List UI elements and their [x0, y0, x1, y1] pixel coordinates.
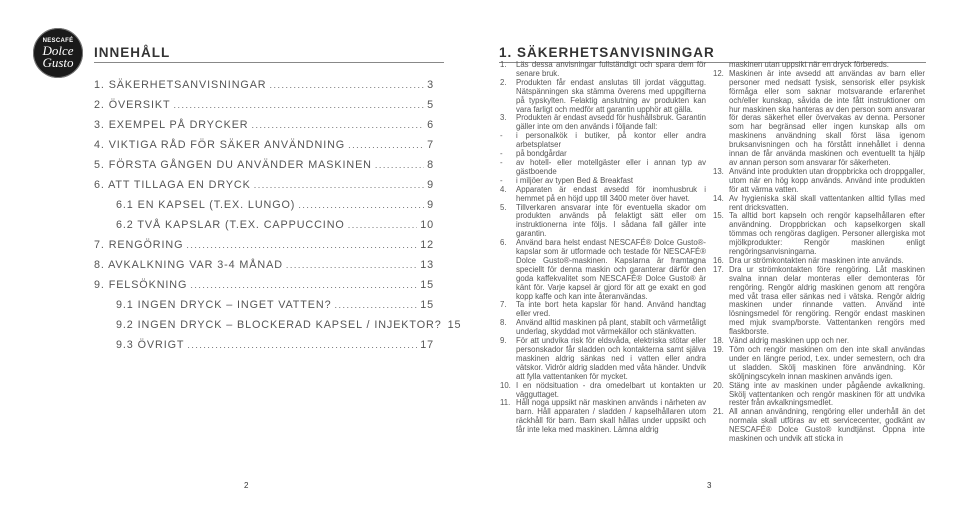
instruction-number: 17.: [713, 264, 724, 274]
instruction-item: [713, 408, 925, 444]
toc-entry[interactable]: [94, 199, 434, 219]
toc-leader-dots: [286, 260, 417, 270]
logo-line-1: NESCAFÉ: [42, 37, 74, 44]
instruction-number: 10.: [500, 380, 511, 390]
toc-entry-page: 15: [420, 279, 434, 291]
toc-entry-page: 3: [427, 79, 434, 91]
instruction-text: Produkten är endast avsedd för hushållsbruk. Garantin gäller inte om den används i följande fall:: [516, 113, 706, 132]
toc-leader-dots: [270, 80, 425, 90]
toc-entry-label: 6.1 EN KAPSEL (T.EX. LUNGO): [116, 199, 296, 211]
instruction-text: Tillverkaren ansvarar inte för eventuella skador om produkten används på felaktigt sätt eller om instruktionerna inte följs. I sådana fall gäller inte garantin.: [516, 202, 706, 239]
page-number-right: 3: [707, 481, 712, 490]
instruction-number: 12.: [713, 68, 724, 78]
instruction-number: 4.: [500, 184, 507, 194]
toc-entry[interactable]: [94, 259, 434, 279]
toc-entry-page: 12: [420, 239, 434, 251]
instruction-number: 19.: [713, 345, 724, 354]
toc-entry[interactable]: [94, 139, 434, 159]
instruction-item: [500, 319, 706, 337]
instruction-text: Läs dessa anvisningar fullständigt och spara dem för senare bruk.: [516, 60, 706, 78]
instruction-text: Stäng inte av maskinen under pågående avkalkning. Skölj vattentanken och rengör maskinen för att undvika rester från avkalkningsmedlet.: [729, 380, 925, 408]
logo-line-3: Gusto: [42, 54, 74, 70]
toc-entry-label: 9.2 INGEN DRYCK – BLOCKERAD KAPSEL / INJEKTOR?: [116, 319, 442, 331]
toc-entry-label: 5. FÖRSTA GÅNGEN DU ANVÄNDER MASKINEN: [94, 159, 372, 171]
toc-entry-label: 6.2 TVÅ KAPSLAR (T.EX. CAPPUCCINO: [116, 219, 345, 231]
toc-entry-label: 8. AVKALKNING VAR 3-4 MÅNAD: [94, 259, 283, 271]
instruction-text: i miljöer av typen Bed & Breakfast: [516, 175, 634, 185]
instruction-item: [500, 114, 706, 132]
toc-entry-label: 2. ÖVERSIKT: [94, 99, 171, 111]
instruction-number: 11.: [500, 398, 511, 408]
toc-leader-dots: [187, 340, 417, 350]
text-column-2: [713, 61, 925, 444]
instruction-number: 16.: [713, 255, 724, 265]
instruction-number: 9.: [500, 336, 507, 346]
instruction-item: [713, 168, 925, 195]
toc-entry-label: 6. ATT TILLAGA EN DRYCK: [94, 179, 251, 191]
instruction-text: Håll noga uppsikt när maskinen används i närheten av barn. Håll apparaten / sladden / kapselhållaren utom räckhåll för barn. Barn skall hållas under uppsikt och får inte leka med maskinen. Lämna aldrig: [516, 398, 706, 435]
instruction-text: av hotell- eller motellgäster eller i annan typ av gästboende: [516, 157, 706, 176]
instruction-item: [713, 212, 925, 257]
instruction-number: 14.: [713, 193, 724, 203]
instruction-number: 3.: [500, 113, 507, 123]
instruction-number: 5.: [500, 202, 507, 212]
instruction-item: [500, 159, 706, 177]
toc-entry[interactable]: [94, 99, 434, 119]
instruction-item: [500, 399, 706, 435]
instruction-number: 1.: [500, 60, 507, 69]
toc-entry-label: 9.1 INGEN DRYCK – INGET VATTEN?: [116, 299, 332, 311]
toc-entry[interactable]: [94, 219, 434, 239]
instruction-text: i personalkök i butiker, på kontor eller andra arbetsplatser: [516, 131, 706, 150]
toc-leader-dots: [335, 300, 418, 310]
toc-entry-page: 6: [427, 119, 434, 131]
instruction-item: [713, 346, 925, 382]
instruction-number: 6.: [500, 238, 507, 248]
instruction-text: Använd alltid maskinen på plant, stabilt och värmetåligt underlag, skyddad mot värmekällor och stänkvatten.: [516, 318, 706, 337]
instruction-item: [500, 204, 706, 240]
instruction-number: -: [500, 175, 503, 185]
instruction-number: 21.: [713, 407, 724, 417]
toc-entry-page: 9: [427, 179, 434, 191]
instruction-text: på bondgårdar: [516, 149, 567, 159]
toc-entry-label: 4. VIKTIGA RÅD FÖR SÄKER ANVÄNDNING: [94, 139, 346, 151]
nescafe-dolce-gusto-logo: [33, 28, 83, 78]
toc-leader-dots: [348, 220, 417, 230]
instruction-text: Maskinen är inte avsedd att användas av barn eller personer med nedsatt fysisk, sensorisk eller psykisk förmåga eller som saknar motsvarande erfarenhet och/eller kunskap, såvida de inte fått instruktioner om hur maskinen ska hanteras av den person som ansvarar för deras säkerhet eller övervakas av denna. Personer som har begränsad eller ingen kunskap alls om maskinens användning skall först läsa igenom bruksanvisningen och ha förstått innehållet i denna innan de får använda maskinen och eventuellt ta hjälp av annan person som ansvarar för säkerheten.: [729, 68, 925, 167]
table-of-contents: [94, 79, 462, 359]
toc-entry-page: 17: [420, 339, 434, 351]
instruction-item: [500, 337, 706, 382]
toc-entry-label: 9.3 ÖVRIGT: [116, 339, 185, 351]
instruction-number: 13.: [713, 166, 724, 176]
toc-entry-page: 5: [427, 99, 434, 111]
toc-entry-page: 13: [420, 259, 434, 271]
toc-entry-page: 10: [420, 219, 434, 231]
instruction-text: Produkten får endast anslutas till jordat vägguttag. Nätspänningen ska stämma överens med uppgifterna på typskylten. Felaktig anslutning av produkten kan vara farligt och medför att garantin upphör att gälla.: [516, 77, 706, 114]
toc-entry-page: 15: [420, 299, 434, 311]
instruction-text: All annan användning, rengöring eller underhåll än det normala skall utföras av ett servicecenter, godkänt av NESCAFÉ® Dolce Gusto® kundtjänst. Öppna inte maskinen och undvik att sticka in: [729, 407, 925, 444]
instruction-text: Töm och rengör maskinen om den inte skall användas under en längre period, t.ex. under semestern, och dra ut sladden. Skölj maskinen före användning. Kör sköljningscykeln innan maskinen används igen.: [729, 345, 925, 381]
toc-entry-page: 9: [427, 199, 434, 211]
instruction-text: För att undvika risk för eldsvåda, elektriska stötar eller personskador får sladden och kontakterna samt själva maskinen aldrig sänkas ned i vatten eller andra vätskor. Vidrör aldrig sladden med våta händer. Undvik att fylla vattentanken för mycket.: [516, 336, 706, 381]
instruction-number: -: [500, 157, 503, 167]
instruction-item: [713, 195, 925, 213]
instruction-number: 20.: [713, 380, 724, 390]
instruction-item: [500, 79, 706, 115]
instruction-item: [713, 266, 925, 337]
toc-leader-dots: [254, 180, 424, 190]
toc-entry[interactable]: [94, 119, 434, 139]
logo-line-2: Dolce: [42, 42, 74, 58]
toc-entry[interactable]: [94, 319, 462, 339]
toc-entry-page: 15: [447, 319, 462, 331]
toc-entry-label: 1. SÄKERHETSANVISNINGAR: [94, 79, 267, 91]
text-column-1: [500, 61, 706, 435]
instruction-item: [500, 132, 706, 150]
toc-leader-dots: [375, 160, 424, 170]
instruction-text: I en nödsituation - dra omedelbart ut kontakten ur vägguttaget.: [516, 380, 706, 399]
toc-entry[interactable]: [94, 239, 434, 259]
toc-leader-dots: [252, 120, 425, 130]
instruction-text: Ta alltid bort kapseln och rengör kapselhållaren efter användning. Droppbrickan och kapselkorgen skall tömmas och rengöras dagligen. Personer allergiska mot mjölkprodukter: Rengör maskinen enligt rengöringsanvisningarna.: [729, 211, 925, 257]
toc-title: INNEHÅLL: [94, 45, 171, 60]
instruction-item: [500, 382, 706, 400]
instruction-text: Använd inte produkten utan droppbricka och droppgaller, utom när en hög kopp används. Använd inte produkten för att värma vatten.: [729, 166, 925, 194]
instruction-number: 2.: [500, 77, 507, 87]
instruction-text: maskinen utan uppsikt när en dryck förbereds.: [729, 60, 889, 69]
toc-entry-page: 8: [427, 159, 434, 171]
toc-leader-dots: [348, 140, 424, 150]
instruction-text: Använd bara helst endast NESCAFÉ® Dolce Gusto®-kapslar som är utformade och testade för NESCAFÉ® Dolce Gusto®-maskinen. Kapslarna är framtagna speciellt för denna maskin och garanterar därför den goda kaffekvalitet som NESCAFÉ® Dolce Gusto® är känt för. Varje kapsel är gjord för att ge exakt en god kopp kaffe och kan inte återanvändas.: [516, 238, 706, 301]
title-divider: [94, 62, 444, 63]
toc-entry[interactable]: [94, 339, 434, 359]
toc-entry[interactable]: [94, 179, 434, 199]
toc-entry[interactable]: [94, 299, 434, 319]
instruction-item: [500, 186, 706, 204]
left-page: [0, 0, 479, 518]
page-number-left: 2: [244, 481, 249, 490]
toc-leader-dots: [190, 280, 417, 290]
instruction-text: Vänd aldrig maskinen upp och ner.: [729, 336, 850, 346]
instruction-number: 15.: [713, 211, 724, 221]
instruction-item: [713, 70, 925, 168]
instruction-number: 18.: [713, 336, 724, 346]
instruction-text: Ta inte bort heta kapslar för hand. Använd handtag eller vred.: [516, 300, 706, 319]
toc-entry-label: 9. FELSÖKNING: [94, 279, 188, 291]
instruction-item: [713, 382, 925, 409]
toc-entry-label: 7. RENGÖRING: [94, 239, 184, 251]
instruction-text: Av hygieniska skäl skall vattentanken alltid fyllas med rent dricksvatten.: [729, 193, 925, 212]
toc-entry-page: 7: [427, 139, 434, 151]
toc-leader-dots: [298, 200, 424, 210]
instruction-text: Dra ur strömkontakten när maskinen inte används.: [729, 255, 904, 265]
instruction-number: -: [500, 149, 503, 159]
right-page: [479, 0, 959, 518]
toc-entry[interactable]: [94, 279, 434, 299]
toc-entry[interactable]: [94, 159, 434, 179]
toc-entry[interactable]: [94, 79, 434, 99]
instruction-text: Apparaten är endast avsedd för inomhusbruk i hemmet på en höjd upp till 3400 meter över havet.: [516, 184, 706, 203]
instruction-item: [500, 61, 706, 79]
instruction-text: Dra ur strömkontakten före rengöring. Låt maskinen svalna innan delar monteras eller demonteras för rengöring. Rengör aldrig maskinen genom att rengöra med våt trasa eller sänkas ned i vätska. Rengör aldrig maskinen under rinnande vatten. Använd inte lösningsmedel för rengöring. Rengör endast maskinen med mjuk svamp/borste. Vattentanken rengörs med flaskborste.: [729, 264, 925, 337]
instruction-item: [500, 301, 706, 319]
instruction-number: 8.: [500, 318, 507, 328]
instruction-item: [500, 239, 706, 301]
instruction-number: 7.: [500, 300, 507, 310]
toc-entry-label: 3. EXEMPEL PÅ DRYCKER: [94, 119, 249, 131]
section-title: 1. SÄKERHETSANVISNINGAR: [499, 45, 715, 60]
instruction-number: -: [500, 131, 503, 141]
toc-leader-dots: [186, 240, 417, 250]
toc-leader-dots: [174, 100, 425, 110]
